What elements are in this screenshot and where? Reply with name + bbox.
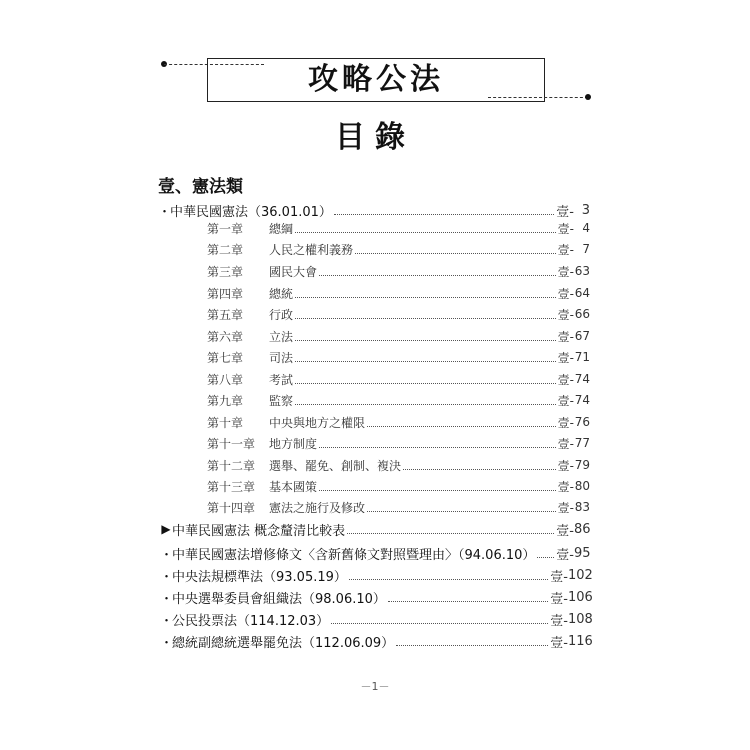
toc-page-prefix: 壹-	[557, 264, 574, 279]
section-heading: 壹、憲法類	[158, 177, 243, 197]
chapter-number: 第八章	[207, 372, 244, 387]
chapter-title: 司法	[269, 350, 294, 365]
dot-leader	[295, 404, 556, 405]
toc-page-prefix: 壹-	[557, 458, 574, 473]
toc-page-number: 71	[574, 350, 590, 364]
toc-page-number: 79	[574, 458, 590, 472]
toc-page-number: 95	[574, 545, 591, 561]
dot-leader	[334, 214, 554, 215]
chapter-title: 地方制度	[269, 436, 318, 451]
toc-page-number: 86	[574, 521, 591, 537]
chapter-title: 立法	[269, 329, 294, 344]
chapter-number: 第十三章	[207, 479, 256, 494]
chapter-number: 第九章	[207, 393, 244, 408]
dot-leader	[355, 253, 556, 254]
toc-page-prefix: 壹-	[557, 350, 574, 365]
toc-page-prefix: 壹-	[557, 372, 574, 387]
toc-entry-label: 中華民國憲法（36.01.01）	[170, 204, 332, 220]
dot-leader	[403, 469, 556, 470]
toc-chapter-row[interactable]	[207, 218, 590, 238]
toc-entry-law[interactable]	[160, 631, 593, 651]
toc-bullet: ・	[160, 613, 174, 629]
dot-leader	[347, 533, 554, 534]
toc-page-number: 64	[574, 286, 590, 300]
toc-page-prefix: 壹-	[556, 523, 574, 539]
chapter-number: 第十二章	[207, 458, 256, 473]
toc-entry-label: 中央法規標準法（93.05.19）	[172, 569, 347, 585]
dot-leader	[367, 511, 556, 512]
dot-leader	[295, 361, 556, 362]
toc-page-number: 4	[582, 221, 590, 235]
toc-entry-main[interactable]	[158, 200, 590, 220]
chapter-number: 第五章	[207, 307, 244, 322]
toc-chapter-row[interactable]	[207, 239, 590, 259]
toc-page-prefix: 壹-	[557, 479, 574, 494]
toc-chapter-row[interactable]	[207, 347, 590, 367]
chapter-title: 國民大會	[269, 264, 318, 279]
toc-chapter-row[interactable]	[207, 433, 590, 453]
page-number-footer: －1－	[360, 680, 390, 693]
toc-page-number: 63	[574, 264, 590, 278]
dot-leader	[295, 318, 556, 319]
dot-leader	[349, 579, 548, 580]
chapter-title: 總綱	[269, 221, 294, 236]
toc-page-prefix: 壹-	[557, 307, 574, 322]
toc-chapter-row[interactable]	[207, 326, 590, 346]
toc-entry-label: 公民投票法（114.12.03）	[172, 613, 330, 629]
toc-page-number: 83	[574, 500, 590, 514]
toc-bullet: ・	[160, 547, 174, 563]
dot-leader	[396, 645, 548, 646]
dot-leader	[295, 232, 556, 233]
toc-page-number: 102	[568, 567, 593, 583]
toc-page-prefix: 壹-	[550, 635, 568, 651]
toc-bullet: ・	[160, 635, 174, 651]
toc-chapter-row[interactable]	[207, 304, 590, 324]
toc-chapter-row[interactable]	[207, 283, 590, 303]
chapter-number: 第十章	[207, 415, 244, 430]
toc-page-number: 67	[574, 329, 590, 343]
dot-leader	[319, 490, 556, 491]
chapter-number: 第二章	[207, 242, 244, 257]
dot-leader	[319, 447, 556, 448]
chapter-title: 基本國策	[269, 479, 318, 494]
toc-page-number: 116	[568, 633, 593, 649]
chapter-number: 第七章	[207, 350, 244, 365]
toc-page-prefix: 壹-	[556, 547, 574, 563]
page-subtitle: 目錄	[335, 120, 415, 155]
toc-page-prefix: 壹-	[557, 436, 574, 451]
chapter-title: 總統	[269, 286, 294, 301]
toc-page-number: 76	[574, 415, 590, 429]
toc-entry-law[interactable]	[160, 565, 593, 585]
dot-leader	[319, 275, 556, 276]
chapter-number: 第四章	[207, 286, 244, 301]
toc-page-number: 108	[568, 611, 593, 627]
chapter-number: 第三章	[207, 264, 244, 279]
toc-entry-comparison[interactable]	[160, 519, 590, 539]
chapter-title: 行政	[269, 307, 294, 322]
dot-leader	[295, 297, 556, 298]
toc-bullet: ・	[160, 591, 174, 607]
dot-leader	[388, 601, 548, 602]
toc-chapter-row[interactable]	[207, 369, 590, 389]
dot-leader	[367, 426, 556, 427]
dot-leader	[295, 383, 556, 384]
chapter-number: 第一章	[207, 221, 244, 236]
title-box	[207, 58, 545, 102]
toc-chapter-row[interactable]	[207, 497, 590, 517]
toc-entry-label: 總統副總統選舉罷免法（112.06.09）	[172, 635, 395, 651]
toc-entry-law[interactable]	[160, 587, 593, 607]
toc-page-prefix: 壹-	[556, 204, 574, 220]
toc-page-prefix: 壹-	[557, 221, 574, 236]
chapter-title: 人民之權利義務	[269, 242, 354, 257]
chapter-title: 考試	[269, 372, 294, 387]
chapter-title: 選舉、罷免、創制、複決	[269, 458, 402, 473]
toc-page-number: 74	[574, 393, 590, 407]
toc-entry-label: 中華民國憲法增修條文〈含新舊條文對照暨理由〉（94.06.10）	[172, 547, 536, 563]
toc-page-number: 66	[574, 307, 590, 321]
toc-entry-label: 中央選舉委員會組織法（98.06.10）	[172, 591, 386, 607]
chapter-number: 第十一章	[207, 436, 256, 451]
toc-page-prefix: 壹-	[557, 329, 574, 344]
chapter-title: 中央與地方之權限	[269, 415, 366, 430]
toc-page-number: 3	[581, 202, 590, 218]
chapter-title: 監察	[269, 393, 294, 408]
toc-page-number: 106	[568, 589, 593, 605]
toc-page-prefix: 壹-	[557, 393, 574, 408]
toc-page-number: 74	[574, 372, 590, 386]
toc-page-prefix: 壹-	[550, 591, 568, 607]
chapter-title: 憲法之施行及修改	[269, 500, 366, 515]
toc-chapter-row[interactable]	[207, 390, 590, 410]
toc-page-prefix: 壹-	[550, 613, 568, 629]
dot-leader	[331, 623, 548, 624]
toc-page-prefix: 壹-	[557, 415, 574, 430]
arrow-bullet-icon: ▶	[161, 522, 171, 536]
toc-page-number: 77	[574, 436, 590, 450]
toc-chapter-row[interactable]	[207, 476, 590, 496]
toc-entry-law[interactable]	[160, 609, 593, 629]
toc-chapter-row[interactable]	[207, 455, 590, 475]
dot-leader	[537, 557, 554, 558]
dotted-rule-right	[488, 97, 588, 98]
page-title: 攻略公法	[308, 62, 444, 97]
toc-chapter-row[interactable]	[207, 261, 590, 281]
toc-entry-law[interactable]	[160, 543, 590, 563]
toc-bullet: ・	[158, 204, 172, 220]
toc-entry-label: 中華民國憲法 概念釐清比較表	[172, 523, 346, 539]
toc-chapter-row[interactable]	[207, 412, 590, 432]
bullet-dot-right	[585, 94, 591, 100]
toc-page-prefix: 壹-	[550, 569, 568, 585]
chapter-number: 第十四章	[207, 500, 256, 515]
toc-page-number: 80	[574, 479, 590, 493]
toc-page-prefix: 壹-	[557, 500, 574, 515]
toc-page-prefix: 壹-	[557, 286, 574, 301]
dot-leader	[295, 340, 556, 341]
chapter-number: 第六章	[207, 329, 244, 344]
toc-page-prefix: 壹-	[557, 242, 574, 257]
toc-bullet: ・	[160, 569, 174, 585]
toc-page-number: 7	[582, 242, 590, 256]
